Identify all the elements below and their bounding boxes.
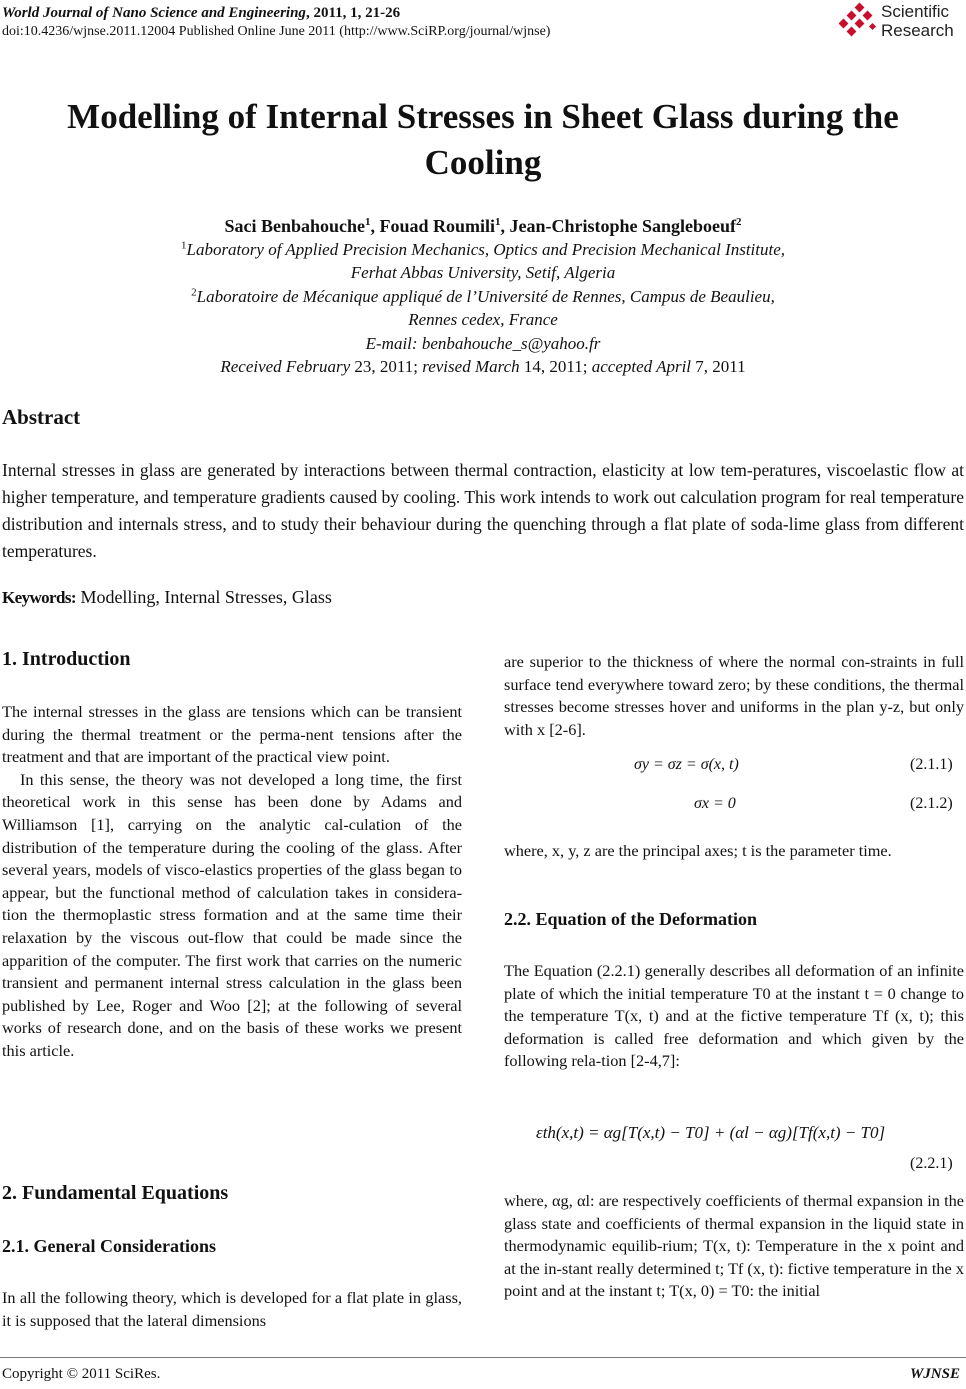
section-heading-introduction: 1. Introduction bbox=[2, 648, 131, 670]
right-paragraph-4: where, αg, αl: are respectively coefficients of thermal expansion in the glass state and coefficients of thermal expansion in the liquid state in thermodynamic equilib-rium; T(x, t): Temperature in the x point and at the in-stant really determined t; Tf (x, t): fictive temperature in the x point and at the instant t; T(x, 0) = T0: the initial bbox=[504, 1191, 964, 1301]
subsection-heading-deformation: 2.2. Equation of the Deformation bbox=[504, 909, 757, 929]
equation-number-2-2-1: (2.2.1) bbox=[910, 1155, 953, 1172]
doi-line: doi:10.4236/wjnse.2011.12004 Published Online June 2011 (http://www.SciRP.org/journal/wjnse) bbox=[2, 24, 551, 39]
abstract-text: Internal stresses in glass are generated by interactions between thermal contraction, elasticity at low tem-peratures, viscoelastic flow at higher temperature, and temperature gradients caused by cooling. This work intends to work out calculation program for real temperature distribution and internals stress, and to study their behaviour during the quenching through a flat plate of soda-lime glass from different temperatures. bbox=[2, 460, 964, 561]
footer-rule bbox=[0, 1357, 966, 1358]
right-paragraph-3: The Equation (2.2.1) generally describes all deformation of an infinite plate of which the initial temperature T0 at the instant t = 0 change to the temperature T(x, t) and at the fictive temperature Tf (x, t); this deformation is called free deformation and which given by the following rela-tion [2-4,7]: bbox=[504, 961, 964, 1071]
affiliation-1: $^1$Laboratory of Applied Precision Mechanics, Optics and Precision Mechanical Institute, bbox=[180, 239, 786, 259]
intro-paragraph-1: The internal stresses in the glass are tensions which can be transient during the thermal treatment or the perma-nent tensions after the treatment and that are important of the practical view point. bbox=[2, 702, 462, 767]
journal-header bbox=[2, 4, 400, 22]
equation-2-1-2: σx = 0 bbox=[694, 795, 736, 812]
copyright-text: Copyright © 2011 SciRes. bbox=[2, 1366, 161, 1382]
intro-paragraphs bbox=[2, 701, 462, 1063]
logo-text: Scientific Research bbox=[881, 2, 954, 40]
section-heading-fundamental: 2. Fundamental Equations bbox=[2, 1182, 229, 1204]
affiliation-1-city: Ferhat Abbas University, Setif, Algeria bbox=[350, 263, 616, 282]
affiliation-2-city: Rennes cedex, France bbox=[408, 310, 558, 329]
received-dates: Received February 23, 2011; revised March 14, 2011; accepted April 7, 2011 bbox=[220, 357, 746, 376]
publisher-logo bbox=[839, 2, 964, 42]
author-list: Saci Benbahouche$^1$, Fouad Roumili$^1$, Jean-Christophe Sangleboeuf$^2$ bbox=[224, 216, 742, 236]
email-line: E-mail: benbahouche_s@yahoo.fr bbox=[365, 334, 601, 353]
equation-2-1-1: σy = σz = σ(x, t) bbox=[634, 756, 739, 773]
journal-abbreviation: WJNSE bbox=[909, 1366, 960, 1382]
equation-2-2-1: εth(x,t) = αg[T(x,t) − T0] + (αl − αg)[Tf(x,t) − T0] bbox=[536, 1123, 886, 1142]
intro-paragraph-2: In this sense, the theory was not developed a long time, the first theoretical work in this sense has been done by Adams and Williamson [1], carrying on the analytic cal-culation of the distribution of the temperature during the cooling of the glass. After several years, models of visco-elastics properties of the glass began to appear, but the functional method of calculation takes in considera-tion the thermoplastic stress formation and at the same time their relaxation by the viscous out-flow that could be made since the apparition of the computer. The first work that carries on the numeric transient and permanent internal stress calculation in the glass been published by Lee, Roger and Woo [2]; at the following of several works of research done, and on the basis of these works we present this article. bbox=[2, 769, 462, 1060]
right-paragraph-1: are superior to the thickness of where the normal con-straints in full surface tend everywhere toward zero; by these conditions, the thermal stresses become stresses hover and uniforms in the plan y-z, but only with x [2-6]. bbox=[504, 652, 964, 739]
right-paragraph-2: where, x, y, z are the principal axes; t is the parameter time. bbox=[504, 841, 892, 860]
journal-volume: , 2011, 1, 21-26 bbox=[305, 5, 401, 21]
paper-title: Modelling of Internal Stresses in Sheet Glass during the Cooling bbox=[67, 97, 899, 182]
logo-mark-icon bbox=[839, 2, 879, 40]
subsection-heading-general: 2.1. General Considerations bbox=[2, 1236, 216, 1256]
equation-number-2-1-1: (2.1.1) bbox=[910, 756, 953, 773]
abstract-heading: Abstract bbox=[2, 405, 81, 429]
equation-number-2-1-2: (2.1.2) bbox=[910, 795, 953, 812]
keywords-line: Keywords: Modelling, Internal Stresses, Glass bbox=[2, 587, 332, 607]
general-paragraph: In all the following theory, which is developed for a flat plate in glass, it is supposed that the lateral dimensions bbox=[2, 1288, 462, 1330]
journal-name: World Journal of Nano Science and Engineering bbox=[2, 5, 306, 21]
affiliation-2: $^2$Laboratoire de Mécanique appliqué de l’Université de Rennes, Campus de Beaulieu, bbox=[191, 286, 775, 306]
